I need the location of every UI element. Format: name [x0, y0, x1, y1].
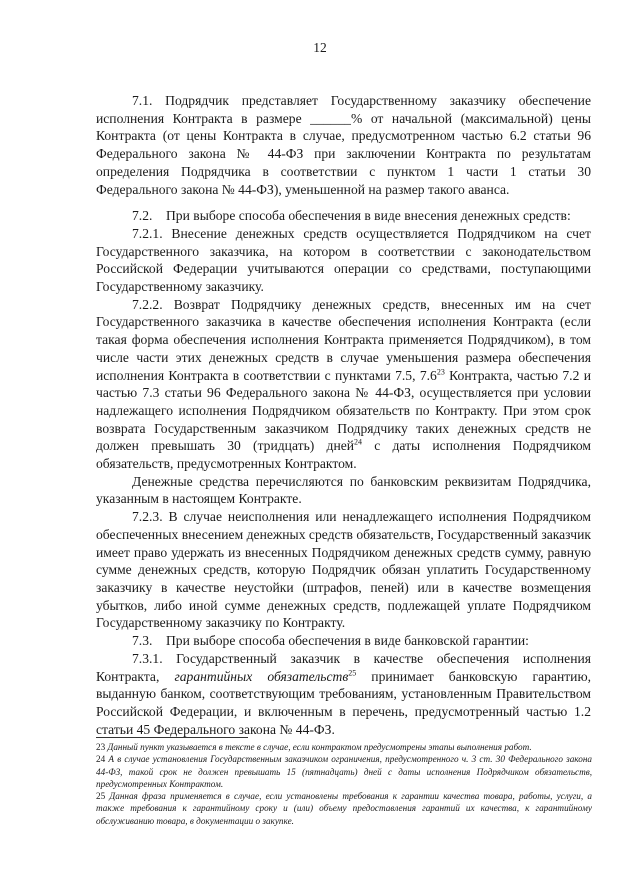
footnotes: [96, 741, 592, 827]
clause-7-3-1-text-b: принимает банковскую гарантию, выданную банком, соответствующим требованиям, установленным Правительством Российской Федерации, и включенным в перечень, предусмотренный частью 1.2 статьи 45 Федерального закона № 44-ФЗ.: [96, 668, 592, 737]
clause-7-3: 7.3. При выборе способа обеспечения в виде банковской гарантии:: [132, 633, 529, 649]
footnote-ref-25: 25: [348, 667, 357, 677]
footnote-24: [96, 753, 592, 790]
clause-7-2-2-text-c: с даты исполнения Подрядчиком обязательств, предусмотренных Контрактом.: [96, 438, 591, 472]
page-number: 12: [313, 40, 327, 55]
clause-7-1: 7.1. Подрядчик представляет Государственному заказчику обеспечение исполнения Контракта в размере ______% от начальной (максимальной) цены Контракта (от цены Контракта в случае, предусмотренном частью 6.2 статьи 96 Федерального закона № 44-ФЗ при заключении Контракта по результатам определения Подрядчика в соответствии с пунктом 1 части 1 статьи 30 Федерального закона № 44-ФЗ), уменьшенной на размер такого аванса.: [96, 93, 591, 197]
footnote-text: Данная фраза применяется в случае, если установлены требования к гарантии качества товара, работы, услуги, а также требования к гарантийному сроку и (или) объему предоставления гарантий их качества, к гарантийному обслуживанию товара, в документации о закупке.: [96, 791, 592, 826]
clause-7-2-1: 7.2.1. Внесение денежных средств осуществляется Подрядчиком на счет Государственного заказчика, на котором в соответствии с законодательством Российской Федерации учитываются операции со средствами, поступающими Государственному заказчику.: [96, 225, 591, 295]
clause-7-2-2-text-a: 7.2.2. Возврат Подрядчику денежных средств, внесенных им на счет Государственного заказчика в качестве обеспечения исполнения Контракта (если такая форма обеспечения исполнения Контракта применяется Подрядчиком), в том числе части этих денежных средств в случае уменьшения размера обеспечения исполнения Контракта в соответствии с пунктами 7.5, 7.6: [96, 296, 591, 383]
clause-7-2-2: [96, 296, 591, 473]
footnote-separator: [96, 737, 248, 738]
footnote-25: [96, 790, 592, 827]
contract-body: [96, 92, 591, 738]
footnote-text: Данный пункт указывается в тексте в случае, если контрактом предусмотрены этапы выполнения работ.: [107, 742, 532, 752]
clause-7-3-1-text-a: 7.3.1. Государственный заказчик в качестве обеспечения исполнения Контракта,: [96, 650, 591, 684]
clause-7-3-1-italic: гарантийных обязательств: [174, 668, 349, 684]
footnote-ref-23: 23: [436, 367, 445, 377]
clause-7-2-2-text-b: Контракта, частью 7.2 и частью 7.3 статьи 96 Федерального закона № 44-ФЗ, осуществляется при условии надлежащего исполнения Подрядчиком обязательств по Контракту. При этом срок возврата Государственным заказчиком Подрядчику таких денежных средств не должен превышать 30 (тридцать) дней: [96, 367, 591, 454]
money-transfer-paragraph: Денежные средства перечисляются по банковским реквизитам Подрядчика, указанным в настоящем Контракте.: [96, 473, 591, 507]
footnote-ref-24: 24: [354, 437, 363, 447]
clause-7-3-1: [96, 650, 591, 739]
clause-7-2-3: 7.2.3. В случае неисполнения или ненадлежащего исполнения Подрядчиком обеспеченных внесением денежных средств обязательств, Государственный заказчик имеет право удержать из внесенных Подрядчиком денежных средств сумму, равную сумме денежных средств, которую Подрядчик обязан уплатить Государственному заказчику в качестве неустойки (штрафов, пеней) или в качестве возмещения убытков, либо иной сумме денежных средств, подлежащей уплате Подрядчиком Государственному заказчику по Контракту.: [96, 509, 591, 631]
footnote-number: 25: [96, 791, 106, 802]
clause-7-2: 7.2. При выборе способа обеспечения в виде внесения денежных средств:: [132, 208, 571, 224]
footnote-text: А в случае установления Государственным заказчиком ограничения, предусмотренного ч. 3 ст. 30 Федерального закона 44-ФЗ, такой срок не должен превышать 15 (пятнадцать) дней с даты исполнения Подрядчиком обязательств, предусмотренных Контрактом.: [96, 754, 593, 789]
footnote-number: 23: [96, 742, 106, 752]
footnote-number: 24: [96, 754, 106, 765]
footnote-23: [96, 741, 592, 753]
